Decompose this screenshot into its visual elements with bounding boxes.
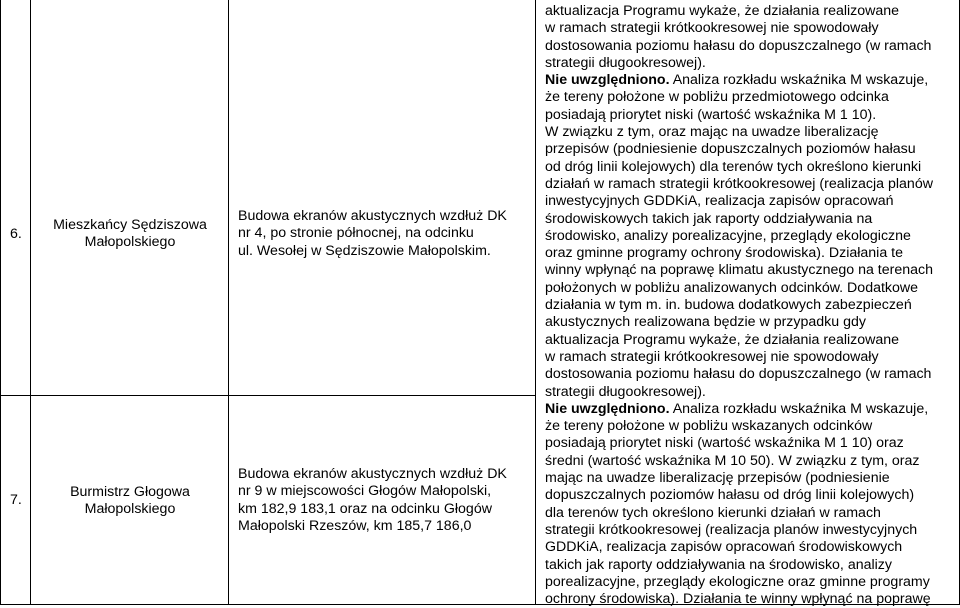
response-line <box>545 384 953 401</box>
row-number: 7. <box>10 492 22 508</box>
response-line-text: Analiza rozkładu wskaźnika M wskazuje, <box>669 400 929 417</box>
response-line-text: dostosowania poziomu hałasu do dopuszczalnego (w ramach <box>545 37 932 54</box>
response-line-text: strategii długookresowej). <box>545 383 706 400</box>
response-line <box>545 505 953 522</box>
response-line <box>545 211 953 228</box>
response-line-text: aktualizacja Programu wykaże, że działania realizowane <box>545 331 900 348</box>
column-divider <box>228 0 229 605</box>
response-line-text: aktualizacja Programu wykaże, że działania realizowane <box>545 3 900 19</box>
response-line <box>545 124 953 141</box>
response-line <box>545 228 953 245</box>
response-line-text: winny wpłynąć na poprawę klimatu akustycznego na terenach <box>545 262 934 279</box>
response-line <box>545 539 953 556</box>
response-line <box>545 470 953 487</box>
response-line <box>545 38 953 55</box>
row-divider <box>0 395 535 396</box>
response-line-text: dla terenów tych określono kierunki działań w ramach <box>545 504 881 521</box>
response-line <box>545 20 953 37</box>
response-line-text: średni (wartość wskaźnika M 10 50). W związku z tym, oraz <box>545 452 920 469</box>
table-border-left <box>0 0 1 605</box>
response-line <box>545 89 953 106</box>
submitter-name: Burmistrz Głogowa Małopolskiego <box>70 484 190 518</box>
response-line-text: strategii krótkookresowej (realizacja planów inwestycyjnych <box>545 521 918 538</box>
response-line-text: Analiza rozkładu wskaźnika M wskazuje, <box>669 72 929 89</box>
row-number: 6. <box>10 226 22 242</box>
response-line-text: porealizacyjne, przeglądy ekologiczne oraz gminne programy <box>545 573 930 590</box>
response-line <box>545 107 953 124</box>
response-line <box>545 72 953 89</box>
response-line-text: środowisko, analizy porealizacyjne, przeglądy ekologiczne <box>545 227 911 244</box>
response-line-text: działań w ramach strategii krótkookresowej (realizacja planów <box>545 175 933 192</box>
response-line <box>545 591 953 608</box>
column-divider <box>535 0 536 605</box>
response-line-text: posiadają priorytet niski (wartość wskaźnika M 1 10) oraz <box>545 435 904 452</box>
response-line <box>545 245 953 262</box>
response-line <box>545 366 953 383</box>
response-line-text: ochrony środowiska). Działania te winny wpłynąć na poprawę <box>545 591 931 608</box>
response-line <box>545 522 953 539</box>
response-line-text: w ramach strategii krótkookresowej nie spowodowały <box>545 20 879 37</box>
response-line <box>545 297 953 314</box>
response-line <box>545 280 953 297</box>
response-line <box>545 55 953 72</box>
response-line <box>545 262 953 279</box>
response-text <box>545 3 953 608</box>
response-line <box>545 349 953 366</box>
request-text: Budowa ekranów akustycznych wzdłuż DK nr 9 w miejscowości Głogów Małopolski, km 182,9 183,1 oraz na odcinku Głogów Małopolski Rzeszów, km 185,7 186,0 <box>238 466 507 534</box>
response-line <box>545 401 953 418</box>
response-line-text: położonych w pobliżu analizowanych odcinków. Dodatkowe <box>545 279 919 296</box>
response-line <box>545 453 953 470</box>
response-line <box>545 435 953 452</box>
response-line-text: oraz gminne programy ochrony środowiska). Działania te <box>545 245 903 262</box>
response-line-text: dopuszczalnych poziomów hałasu od dróg linii kolejowych) <box>545 487 915 504</box>
response-line <box>545 141 953 158</box>
response-line <box>545 332 953 349</box>
response-line <box>545 176 953 193</box>
response-line-text: działania w tym m. in. budowa dodatkowych zabezpieczeń <box>545 297 912 314</box>
decision-label: Nie uwzględniono. <box>545 400 670 417</box>
response-line-text: W związku z tym, oraz mając na uwadze liberalizację <box>545 124 879 141</box>
response-line-text: od dróg linii kolejowych) dla terenów tych określono kierunki <box>545 158 922 175</box>
response-line <box>545 193 953 210</box>
response-line-text: dostosowania poziomu hałasu do dopuszczalnego (w ramach <box>545 366 932 383</box>
decision-label: Nie uwzględniono. <box>545 72 670 89</box>
response-line-text: posiadają priorytet niski (wartość wskaźnika M 1 10). <box>545 106 877 123</box>
response-line-text: strategii długookresowej). <box>545 54 706 71</box>
response-line-text: środowiskowych takich jak raporty oddziaływania na <box>545 210 873 227</box>
response-line-text: akustycznych realizowana będzie w przypadku gdy <box>545 314 866 331</box>
response-line-text: w ramach strategii krótkookresowej nie spowodowały <box>545 348 879 365</box>
response-line <box>545 314 953 331</box>
response-line-text: przepisów (podniesienie dopuszczalnych poziomów hałasu <box>545 141 916 158</box>
response-line <box>545 557 953 574</box>
response-line <box>545 418 953 435</box>
request-text: Budowa ekranów akustycznych wzdłuż DK nr 4, po stronie północnej, na odcinku ul. Wesołej w Sędziszowie Małopolskim. <box>238 208 507 259</box>
response-line <box>545 3 953 20</box>
response-line <box>545 574 953 591</box>
response-line-text: takich jak raporty oddziaływania na środowisko, analizy <box>545 556 892 573</box>
response-line-text: że tereny położone w pobliżu przedmiotowego odcinka <box>545 89 889 106</box>
response-line-text: mając na uwadze liberalizację przepisów (podniesienie <box>545 470 890 487</box>
column-divider <box>30 0 31 605</box>
response-line-text: że tereny położone w pobliżu wskazanych odcinków <box>545 418 873 435</box>
response-line-text: inwestycyjnych GDDKiA, realizacja zapisów opracowań <box>545 193 894 210</box>
response-line <box>545 487 953 504</box>
response-line-text: GDDKiA, realizacja zapisów opracowań środowiskowych <box>545 539 903 556</box>
submitter-name: Mieszkańcy Sędziszowa Małopolskiego <box>53 217 207 251</box>
response-line <box>545 159 953 176</box>
